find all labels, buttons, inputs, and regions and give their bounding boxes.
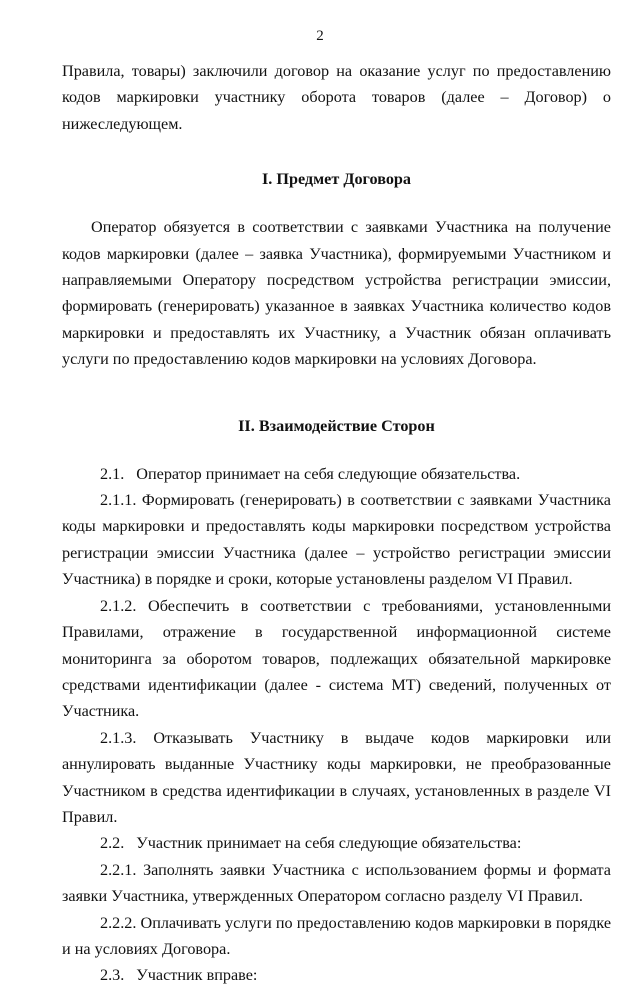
clause-2-1-3: 2.1.3. Отказывать Участнику в выдаче кодов маркировки или аннулировать выданные Участнику коды маркировки, не преобразованные Участником в средства идентификации в случаях, установленных в разделе VI Правил. xyxy=(62,728,611,826)
intro-paragraph: Правила, товары) заключили договор на оказание услуг по предоставлению кодов маркировки участнику оборота товаров (далее – Договор) о нижеследующем. xyxy=(62,62,611,133)
clause-2-1-1: 2.1.1. Формировать (генерировать) в соответствии с заявками Участника коды маркировки и предоставлять коды маркировки посредством устройства регистрации эмиссии Участника (далее – устройство регистрации эмиссии Участника) в порядке и сроки, которые установлены разделом VI Правил. xyxy=(62,491,611,589)
document-body xyxy=(62,58,611,989)
section-1-paragraph: Оператор обязуется в соответствии с заявками Участника на получение кодов маркировки (далее – заявка Участника), формируемыми Участником и направляемыми Оператору посредством устройства регистрации эмиссии, формировать (генерировать) указанное в заявках Участника количество кодов маркировки и предоставлять их Участнику, а Участник обязан оплачивать услуги по предоставлению кодов маркировки на условиях Договора. xyxy=(62,218,611,369)
clause-2-1-number: 2.1. xyxy=(100,464,125,483)
clause-2-2-1: 2.2.1. Заполнять заявки Участника с использованием формы и формата заявки Участника, утвержденных Оператором согласно разделу VI Правил. xyxy=(62,860,611,906)
clause-2-3-number: 2.3. xyxy=(100,966,125,985)
clause-2-1-text: Оператор принимает на себя следующие обязательства. xyxy=(136,464,521,483)
clause-2-1 xyxy=(62,461,611,487)
clause-2-1-2: 2.1.2. Обеспечить в соответствии с требованиями, установленными Правилами, отражение в государственной информационной системе мониторинга за оборотом товаров, подлежащих обязательной маркировке средствами идентификации (далее - система МТ) сведений, полученных от Участника. xyxy=(62,596,611,721)
clause-2-3 xyxy=(62,962,611,988)
section-1-heading: I. Предмет Договора xyxy=(261,170,412,189)
page-number: 2 xyxy=(316,28,324,44)
clause-2-2-number: 2.2. xyxy=(100,834,125,853)
section-2-heading: II. Взаимодействие Сторон xyxy=(238,416,435,435)
clause-2-2-text: Участник принимает на себя следующие обязательства: xyxy=(136,834,522,853)
clause-2-2-2: 2.2.2. Оплачивать услуги по предоставлению кодов маркировки в порядке и на условиях Договора. xyxy=(62,913,611,958)
clause-2-3-text: Участник вправе: xyxy=(136,966,258,985)
clause-2-2 xyxy=(62,830,611,856)
